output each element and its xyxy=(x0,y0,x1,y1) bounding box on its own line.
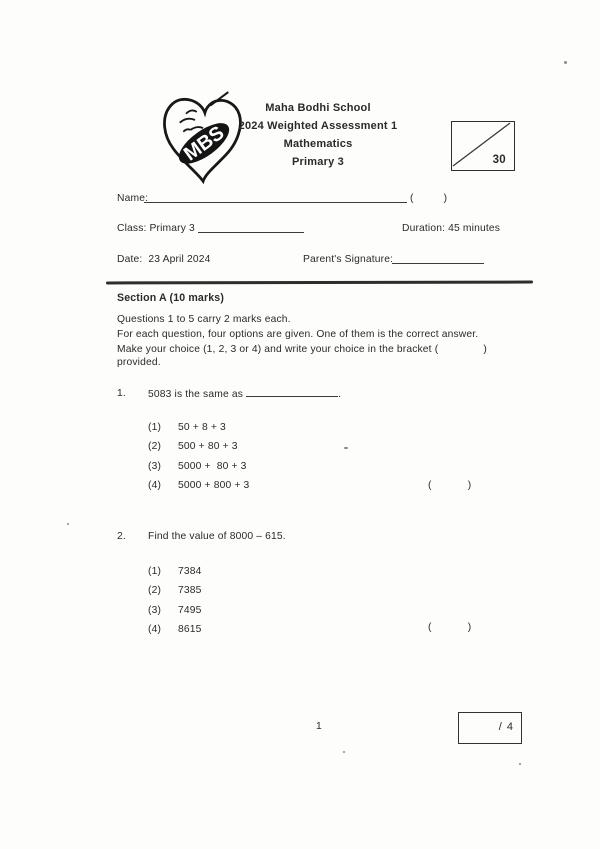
answer-bracket: ( ) xyxy=(428,622,472,633)
option-number: (4) xyxy=(148,480,162,492)
assessment-title: 2024 Weighted Assessment 1 xyxy=(238,120,398,132)
option-row xyxy=(148,623,202,642)
duration-label: Duration: 45 minutes xyxy=(402,223,501,234)
option-text: 500 + 80 + 3 xyxy=(178,441,238,453)
option-number: (3) xyxy=(148,460,162,472)
date-label: Date: 23 April 2024 xyxy=(117,254,211,265)
class-label: Class: Primary 3 xyxy=(117,223,195,234)
option-row xyxy=(148,604,202,623)
scan-speck xyxy=(343,751,345,753)
question-text: Find the value of 8000 – 615. xyxy=(148,531,286,542)
option-number: (3) xyxy=(148,604,162,616)
header-title-block xyxy=(230,99,406,171)
parent-signature-label: Parent's Signature: xyxy=(303,254,394,265)
instruction-line: For each question, four options are given. One of them is the correct answer. xyxy=(117,329,479,341)
option-row xyxy=(148,479,249,498)
option-text: 50 + 8 + 3 xyxy=(178,422,226,433)
page-number: 1 xyxy=(316,721,322,732)
scan-speck xyxy=(344,447,348,449)
option-row xyxy=(148,565,202,584)
question-text-suffix: . xyxy=(338,389,342,400)
option-number: (1) xyxy=(148,566,162,577)
scan-speck xyxy=(564,61,567,64)
school-name: Maha Bodhi School xyxy=(265,102,371,114)
option-number: (2) xyxy=(148,585,162,597)
question-text-main: 5083 is the same as xyxy=(148,389,247,400)
parent-signature-underline xyxy=(392,252,484,264)
section-divider xyxy=(106,281,533,284)
question-options xyxy=(148,565,202,643)
question-number: 2. xyxy=(117,531,126,542)
subject-title: Mathematics xyxy=(283,138,353,150)
option-text: 7495 xyxy=(178,604,202,616)
name-underline xyxy=(144,191,407,203)
option-text: 5000 + 80 + 3 xyxy=(178,460,247,472)
footer-score-label: / 4 xyxy=(498,721,514,733)
option-text: 7384 xyxy=(178,566,202,577)
scan-speck xyxy=(519,763,521,765)
section-instructions xyxy=(117,313,531,372)
instruction-line: Make your choice (1, 2, 3 or 4) and write your choice in the bracket ( ) provided. xyxy=(117,344,491,369)
level-title: Primary 3 xyxy=(292,156,344,168)
name-label: Name: xyxy=(117,193,149,204)
answer-blank xyxy=(246,387,338,397)
name-bracket: ( ) xyxy=(410,193,448,204)
option-text: 7385 xyxy=(178,585,202,597)
option-row xyxy=(148,460,249,479)
logo-text: MBS xyxy=(179,121,229,166)
option-row xyxy=(148,440,249,459)
class-underline xyxy=(198,221,304,233)
footer-score-box xyxy=(458,712,522,744)
option-row xyxy=(148,584,202,603)
option-text: 8615 xyxy=(178,624,202,636)
question-number: 1. xyxy=(117,388,126,399)
question-text xyxy=(148,387,341,401)
option-number: (4) xyxy=(148,624,162,636)
question-options xyxy=(148,421,249,499)
option-number: (2) xyxy=(148,441,162,453)
option-row xyxy=(148,421,249,440)
option-text: 5000 + 800 + 3 xyxy=(178,480,250,492)
option-number: (1) xyxy=(148,422,162,433)
section-title: Section A (10 marks) xyxy=(117,292,225,304)
scan-speck xyxy=(67,523,69,525)
instruction-line: Questions 1 to 5 carry 2 marks each. xyxy=(117,314,291,325)
answer-bracket: ( ) xyxy=(428,480,472,491)
score-total: 30 xyxy=(492,154,506,166)
score-box xyxy=(451,121,515,171)
